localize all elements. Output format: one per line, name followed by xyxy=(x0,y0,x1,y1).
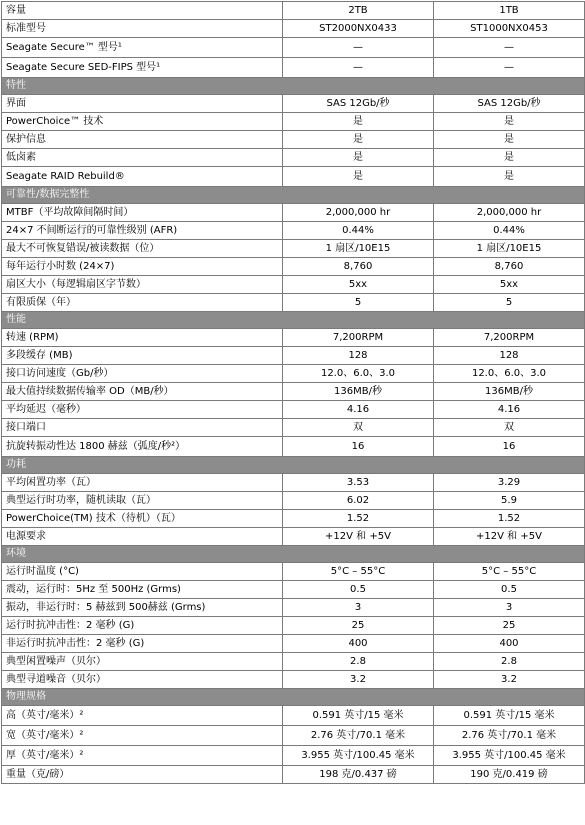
value-2tb: 1 扇区/10E15 xyxy=(283,240,434,258)
value-1tb: 12.0、6.0、3.0 xyxy=(434,365,585,383)
value-1tb: 3.29 xyxy=(434,474,585,492)
value-1tb: — xyxy=(434,38,585,58)
value-1tb: 3.955 英寸/100.45 毫米 xyxy=(434,746,585,766)
table-row xyxy=(2,383,585,401)
value-2tb: 3.955 英寸/100.45 毫米 xyxy=(283,746,434,766)
section-header xyxy=(2,457,585,474)
spec-table xyxy=(1,1,585,784)
section-title: 性能 xyxy=(2,312,585,329)
section-header xyxy=(2,689,585,706)
section-title: 环境 xyxy=(2,546,585,563)
value-2tb: 2.8 xyxy=(283,653,434,671)
value-2tb: 是 xyxy=(283,149,434,167)
value-2tb: — xyxy=(283,58,434,78)
value-2tb: 5 xyxy=(283,294,434,312)
spec-label: 震动，运行时：5Hz 至 500Hz (Grms) xyxy=(2,581,283,599)
spec-label: 转速 (RPM) xyxy=(2,329,283,347)
value-2tb: 12.0、6.0、3.0 xyxy=(283,365,434,383)
value-1tb: 5.9 xyxy=(434,492,585,510)
value-1tb: 25 xyxy=(434,617,585,635)
value-2tb: 3 xyxy=(283,599,434,617)
table-row xyxy=(2,563,585,581)
section-title: 特性 xyxy=(2,78,585,95)
value-1tb: 7,200RPM xyxy=(434,329,585,347)
value-1tb: 0.5 xyxy=(434,581,585,599)
spec-label: 界面 xyxy=(2,95,283,113)
spec-label: 典型寻道噪音（贝尔） xyxy=(2,671,283,689)
value-2tb: 400 xyxy=(283,635,434,653)
table-row xyxy=(2,401,585,419)
value-2tb: 8,760 xyxy=(283,258,434,276)
value-2tb: 6.02 xyxy=(283,492,434,510)
value-2tb: 3.53 xyxy=(283,474,434,492)
spec-label: 有限质保（年） xyxy=(2,294,283,312)
spec-label: 重量（克/磅） xyxy=(2,766,283,784)
section-header xyxy=(2,312,585,329)
value-1tb: +12V 和 +5V xyxy=(434,528,585,546)
value-2tb: 0.44% xyxy=(283,222,434,240)
table-row xyxy=(2,528,585,546)
value-1tb: 8,760 xyxy=(434,258,585,276)
table-row xyxy=(2,474,585,492)
spec-table-body xyxy=(2,2,585,784)
value-1tb: 0.591 英寸/15 毫米 xyxy=(434,706,585,726)
table-row xyxy=(2,329,585,347)
table-row xyxy=(2,617,585,635)
section-title: 功耗 xyxy=(2,457,585,474)
table-row xyxy=(2,492,585,510)
spec-label: 多段缓存 (MB) xyxy=(2,347,283,365)
spec-label: Seagate Secure™ 型号¹ xyxy=(2,38,283,58)
spec-label: 振动，非运行时：5 赫兹到 500赫兹 (Grms) xyxy=(2,599,283,617)
value-1tb: 2.8 xyxy=(434,653,585,671)
spec-label: 接口端口 xyxy=(2,419,283,437)
value-1tb: 双 xyxy=(434,419,585,437)
value-2tb: 5xx xyxy=(283,276,434,294)
value-2tb: 是 xyxy=(283,113,434,131)
table-row xyxy=(2,419,585,437)
table-row xyxy=(2,746,585,766)
value-1tb: 3.2 xyxy=(434,671,585,689)
table-row xyxy=(2,347,585,365)
spec-label: Seagate RAID Rebuild® xyxy=(2,167,283,187)
value-2tb: 198 克/0.437 磅 xyxy=(283,766,434,784)
value-2tb: 4.16 xyxy=(283,401,434,419)
table-row xyxy=(2,222,585,240)
spec-label: 抗旋转振动性达 1800 赫兹（弧度/秒²） xyxy=(2,437,283,457)
table-row xyxy=(2,204,585,222)
spec-label: 标准型号 xyxy=(2,20,283,38)
spec-label: 厚（英寸/毫米）² xyxy=(2,746,283,766)
table-row xyxy=(2,58,585,78)
value-2tb: ST2000NX0433 xyxy=(283,20,434,38)
table-row xyxy=(2,726,585,746)
spec-label: 平均延迟（毫秒） xyxy=(2,401,283,419)
value-2tb: 3.2 xyxy=(283,671,434,689)
value-1tb: — xyxy=(434,58,585,78)
spec-label: 24×7 不间断运行的可靠性级别 (AFR) xyxy=(2,222,283,240)
table-row xyxy=(2,510,585,528)
spec-label: 容量 xyxy=(2,2,283,20)
value-1tb: 5°C – 55°C xyxy=(434,563,585,581)
spec-label: 最大值持续数据传输率 OD（MB/秒） xyxy=(2,383,283,401)
value-2tb: 0.591 英寸/15 毫米 xyxy=(283,706,434,726)
value-1tb: 1 扇区/10E15 xyxy=(434,240,585,258)
table-row xyxy=(2,635,585,653)
spec-label: 最大不可恢复错误/被读数据（位） xyxy=(2,240,283,258)
value-1tb: 1TB xyxy=(434,2,585,20)
table-row xyxy=(2,766,585,784)
table-row xyxy=(2,599,585,617)
spec-label: MTBF（平均故障间隔时间） xyxy=(2,204,283,222)
spec-label: 低卤素 xyxy=(2,149,283,167)
table-row xyxy=(2,2,585,20)
value-2tb: 136MB/秒 xyxy=(283,383,434,401)
spec-label: 平均闲置功率（瓦） xyxy=(2,474,283,492)
value-1tb: 5xx xyxy=(434,276,585,294)
table-row xyxy=(2,258,585,276)
value-1tb: 400 xyxy=(434,635,585,653)
section-title: 可靠性/数据完整性 xyxy=(2,187,585,204)
spec-label: PowerChoice™ 技术 xyxy=(2,113,283,131)
value-1tb: 190 克/0.419 磅 xyxy=(434,766,585,784)
spec-label: 典型闲置噪声（贝尔） xyxy=(2,653,283,671)
value-2tb: 16 xyxy=(283,437,434,457)
value-1tb: 4.16 xyxy=(434,401,585,419)
table-row xyxy=(2,113,585,131)
value-1tb: 1.52 xyxy=(434,510,585,528)
table-row xyxy=(2,240,585,258)
spec-label: 运行时温度 (°C) xyxy=(2,563,283,581)
value-2tb: 2,000,000 hr xyxy=(283,204,434,222)
value-2tb: 5°C – 55°C xyxy=(283,563,434,581)
table-row xyxy=(2,167,585,187)
value-1tb: 5 xyxy=(434,294,585,312)
table-row xyxy=(2,131,585,149)
value-1tb: 是 xyxy=(434,113,585,131)
table-row xyxy=(2,653,585,671)
spec-label: 电源要求 xyxy=(2,528,283,546)
table-row xyxy=(2,706,585,726)
value-2tb: SAS 12Gb/秒 xyxy=(283,95,434,113)
table-row xyxy=(2,38,585,58)
section-header xyxy=(2,78,585,95)
value-2tb: 是 xyxy=(283,131,434,149)
value-2tb: 2TB xyxy=(283,2,434,20)
table-row xyxy=(2,149,585,167)
value-1tb: 是 xyxy=(434,167,585,187)
spec-label: 非运行时抗冲击性：2 毫秒 (G) xyxy=(2,635,283,653)
table-row xyxy=(2,20,585,38)
value-2tb: 是 xyxy=(283,167,434,187)
spec-label: 保护信息 xyxy=(2,131,283,149)
value-2tb: 1.52 xyxy=(283,510,434,528)
table-row xyxy=(2,581,585,599)
value-2tb: +12V 和 +5V xyxy=(283,528,434,546)
value-1tb: 是 xyxy=(434,131,585,149)
spec-label: 扇区大小（每逻辑扇区字节数） xyxy=(2,276,283,294)
spec-label: 高（英寸/毫米）² xyxy=(2,706,283,726)
spec-label: 每年运行小时数 (24×7) xyxy=(2,258,283,276)
spec-label: 宽（英寸/毫米）² xyxy=(2,726,283,746)
value-1tb: 136MB/秒 xyxy=(434,383,585,401)
spec-label: 接口访问速度（Gb/秒） xyxy=(2,365,283,383)
table-row xyxy=(2,95,585,113)
value-1tb: 128 xyxy=(434,347,585,365)
value-1tb: 是 xyxy=(434,149,585,167)
value-1tb: 2.76 英寸/70.1 毫米 xyxy=(434,726,585,746)
value-2tb: 2.76 英寸/70.1 毫米 xyxy=(283,726,434,746)
section-header xyxy=(2,546,585,563)
value-1tb: 3 xyxy=(434,599,585,617)
value-2tb: — xyxy=(283,38,434,58)
value-1tb: 0.44% xyxy=(434,222,585,240)
spec-label: 运行时抗冲击性：2 毫秒 (G) xyxy=(2,617,283,635)
value-2tb: 128 xyxy=(283,347,434,365)
section-title: 物理规格 xyxy=(2,689,585,706)
value-2tb: 7,200RPM xyxy=(283,329,434,347)
value-2tb: 双 xyxy=(283,419,434,437)
value-2tb: 0.5 xyxy=(283,581,434,599)
table-row xyxy=(2,437,585,457)
value-1tb: ST1000NX0453 xyxy=(434,20,585,38)
spec-label: Seagate Secure SED-FIPS 型号¹ xyxy=(2,58,283,78)
table-row xyxy=(2,671,585,689)
spec-label: PowerChoice(TM) 技术（待机）（瓦） xyxy=(2,510,283,528)
value-1tb: 2,000,000 hr xyxy=(434,204,585,222)
value-1tb: 16 xyxy=(434,437,585,457)
table-row xyxy=(2,276,585,294)
table-row xyxy=(2,365,585,383)
section-header xyxy=(2,187,585,204)
table-row xyxy=(2,294,585,312)
value-1tb: SAS 12Gb/秒 xyxy=(434,95,585,113)
value-2tb: 25 xyxy=(283,617,434,635)
spec-label: 典型运行时功率，随机读取（瓦） xyxy=(2,492,283,510)
